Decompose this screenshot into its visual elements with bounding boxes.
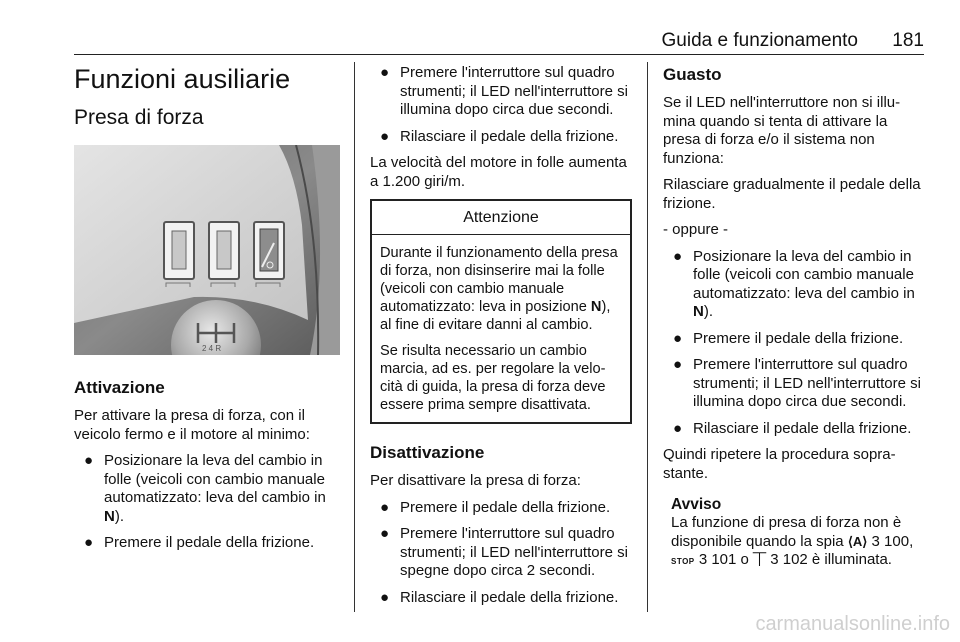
page-header	[74, 28, 924, 55]
column-1	[74, 60, 340, 561]
switch-buttons	[164, 222, 284, 279]
activation-intro: Per attivare la presa di forza, con il veicolo fermo e il motore al minimo:	[74, 407, 310, 443]
subsection-title: Presa di forza	[74, 106, 204, 129]
column-3	[663, 64, 925, 580]
list-item: ● Premere il pedale della frizione.	[380, 498, 611, 516]
list-item: ● Rilasciare il pedale della frizione.	[380, 588, 619, 606]
svg-text:2 4 R: 2 4 R	[202, 344, 222, 353]
activation-heading: Attivazione	[74, 378, 165, 397]
warning-title: Attenzione	[372, 201, 630, 235]
activation-steps	[74, 452, 340, 553]
deactivation-intro: Per disattivare la presa di forza:	[370, 472, 581, 489]
note-title: Avviso	[671, 496, 722, 513]
column-2	[370, 64, 632, 615]
warning-box	[370, 199, 632, 424]
list-item: ● Rilasciare il pedale della frizione.	[380, 127, 619, 145]
transmission-warning-icon: ⟨A⟩	[847, 533, 868, 549]
warning-text-1: Durante il funzionamento della presa di forza, non disinserire mai la folle (veicoli con cambio manuale automatizzato: leva in posizione N), al fine di evitare danni al cambio.	[380, 245, 618, 333]
pto-switch-photo	[74, 145, 340, 355]
warning-text-2: Se risulta necessario un cambio marcia, ad es. per regolare la velo-cità di guida, la presa di forza deve essere prima sempre disattivata.	[380, 343, 606, 413]
column-divider	[647, 62, 648, 612]
repeat-text: Quindi ripetere la procedura sopra-stante.	[663, 446, 896, 482]
fault-steps	[663, 248, 925, 439]
stop-warning-icon: STOP	[671, 557, 695, 566]
activation-steps-cont	[370, 64, 632, 146]
note-text: La funzione di presa di forza non è disponibile quando la spia ⟨A⟩ 3 100, STOP 3 101 o ⏉ 3 102 è illuminata.	[671, 514, 914, 568]
list-item: ● Premere l'interruttore sul quadro strumenti; il LED nell'interruttore si spegne dopo circa 2 secondi.	[380, 525, 628, 579]
deactivation-steps	[370, 499, 632, 608]
oppure-label: - oppure -	[663, 221, 729, 238]
fault-step: Rilasciare gradualmente il pedale della frizione.	[663, 176, 921, 212]
deactivation-heading: Disattivazione	[370, 443, 485, 462]
list-item: ● Posizionare la leva del cambio in folle (veicoli con cambio manuale automatizzato: leva del cambio in N).	[673, 247, 915, 320]
section-title: Funzioni ausiliarie	[74, 64, 291, 94]
header-title: Guida e funzionamento	[661, 30, 858, 51]
fault-text: Se il LED nell'interruttore non si illu-mina quando si tenta di attivare la presa di forza e/o il sistema non funziona:	[663, 94, 901, 167]
list-item: ● Posizionare la leva del cambio in folle (veicoli con cambio manuale automatizzato: leva del cambio in N).	[84, 452, 326, 525]
note-box	[663, 495, 925, 572]
watermark: carmanualsonline.info	[755, 613, 950, 635]
list-item: ● Premere il pedale della frizione.	[673, 329, 904, 347]
page-number: 181	[892, 30, 924, 51]
fault-heading: Guasto	[663, 65, 722, 84]
list-item: ● Premere il pedale della frizione.	[84, 534, 315, 551]
idle-speed-text: La velocità del motore in folle aumenta a 1.200 giri/m.	[370, 154, 627, 190]
list-item: ● Rilasciare il pedale della frizione.	[673, 419, 912, 437]
column-divider	[354, 62, 355, 612]
coolant-warning-icon: ⏉	[753, 552, 767, 567]
list-item: ● Premere l'interruttore sul quadro strumenti; il LED nell'interruttore si illumina dopo circa due secondi.	[673, 356, 921, 410]
list-item: ● Premere l'interruttore sul quadro strumenti; il LED nell'interruttore si illumina dopo circa due secondi.	[380, 64, 628, 118]
